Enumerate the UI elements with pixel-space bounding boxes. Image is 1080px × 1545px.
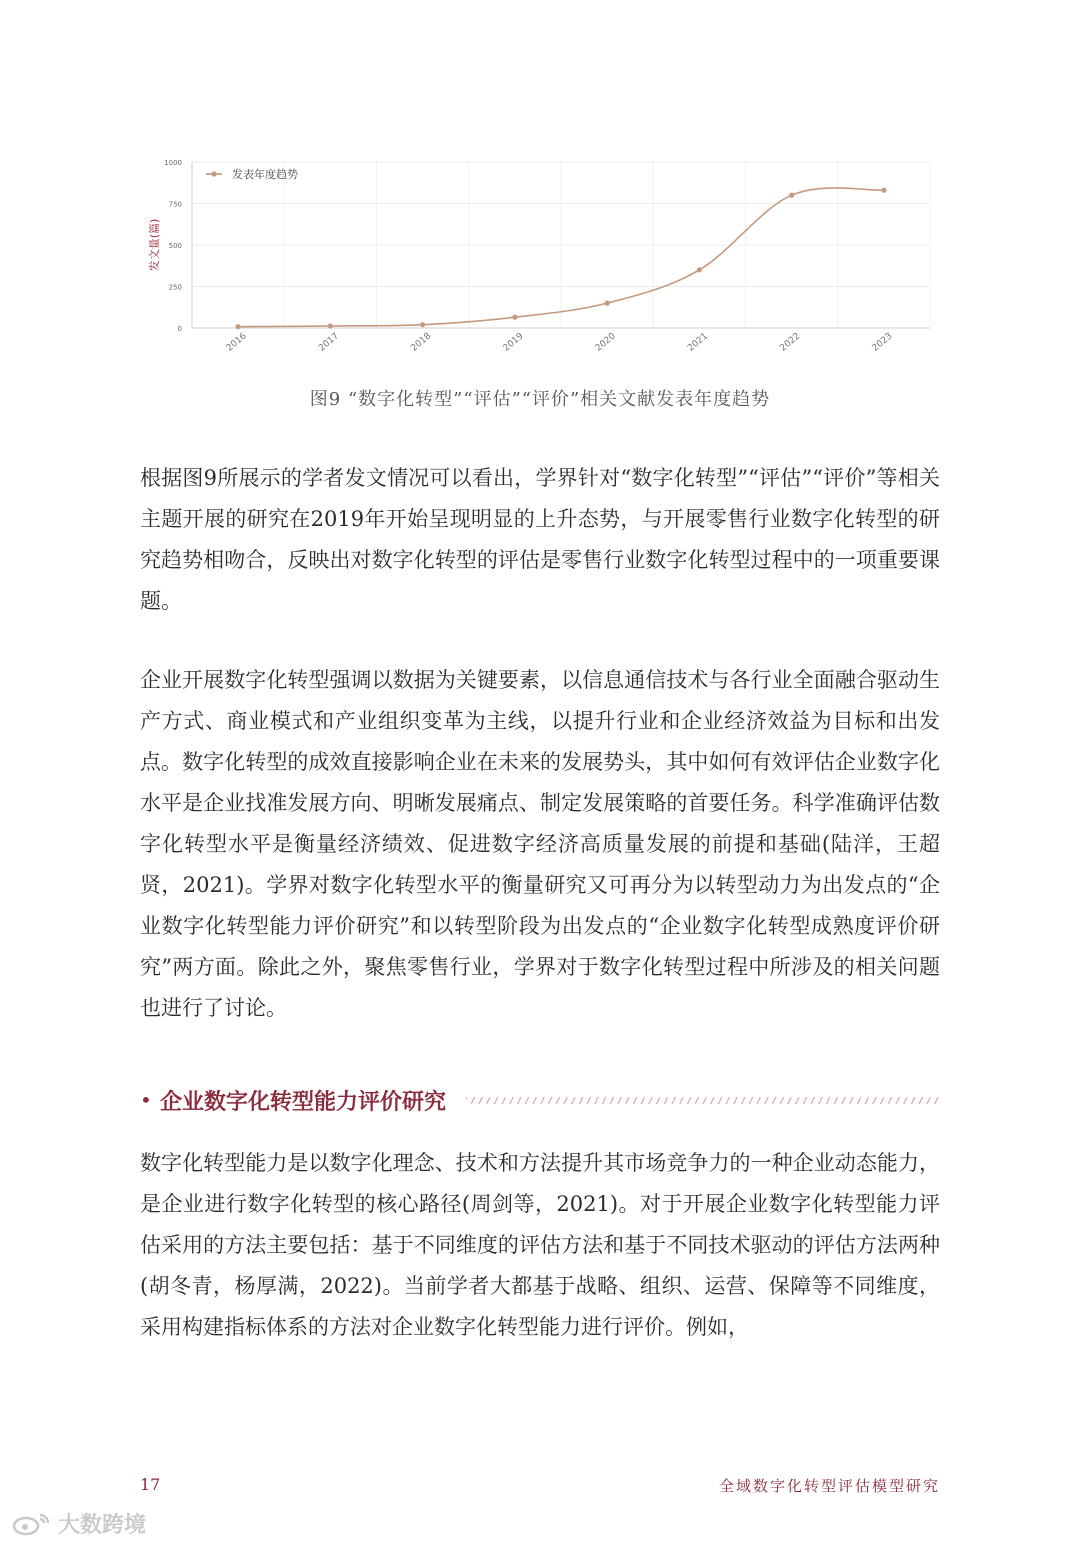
- data-point: [789, 193, 794, 198]
- legend-marker: [211, 171, 216, 176]
- x-tick-label: 2017: [317, 331, 342, 354]
- x-tick-label: 2018: [409, 331, 434, 354]
- data-point: [881, 188, 886, 193]
- data-point: [605, 301, 610, 306]
- data-point: [328, 323, 333, 328]
- x-tick-label: 2020: [593, 331, 618, 354]
- y-tick-label: 1000: [164, 159, 182, 167]
- data-point: [697, 267, 702, 272]
- paragraph-1: 根据图9所展示的学者发文情况可以看出，学界针对“数字化转型”“评估”“评价”等相关主题开展的研究在2019年开始呈现明显的上升态势，与开展零售行业数字化转型的研究趋势相吻合，反映出对数字化转型的评估是零售行业数字化转型过程中的一项重要课题。: [140, 466, 940, 613]
- watermark-text: 大数跨境: [58, 1513, 147, 1538]
- y-tick-label: 250: [168, 283, 182, 292]
- figure-9-chart: [140, 150, 940, 380]
- paragraph-2: 企业开展数字化转型强调以数据为关键要素，以信息通信技术与各行业全面融合驱动生产方式、商业模式和产业组织变革为主线，以提升行业和企业经济效益为目标和出发点。数字化转型的成效直接影响企业在未来的发展势头，其中如何有效评估企业数字化水平是企业找准发展方向、明晰发展痛点、制定发展策略的首要任务。科学准确评估数字化转型水平是衡量经济绩效、促进数字经济高质量发展的前提和基础(陆洋，王超贤，2021)。学界对数字化转型水平的衡量研究又可再分为以转型动力为出发点的“企业数字化转型能力评价研究”和以转型阶段为出发点的“企业数字化转型成熟度评价研究”两方面。除此之外，聚焦零售行业，学界对于数字化转型过程中所涉及的相关问题也进行了讨论。: [140, 668, 940, 1020]
- paragraph-3: 数字化转型能力是以数字化理念、技术和方法提升其市场竞争力的一种企业动态能力，是企业进行数字化转型的核心路径(周剑等，2021)。对于开展企业数字化转型能力评估采用的方法主要包括：基于不同维度的评估方法和基于不同技术驱动的评估方法两种(胡冬青，杨厚满，2022)。当前学者大都基于战略、组织、运营、保障等不同维度，采用构建指标体系的方法对企业数字化转型能力进行评价。例如，: [140, 1151, 940, 1339]
- x-tick-label: 2023: [870, 331, 895, 354]
- legend-label: 发表年度趋势: [232, 168, 298, 181]
- data-point: [512, 315, 517, 320]
- data-point: [236, 324, 241, 329]
- x-tick-label: 2022: [778, 331, 803, 354]
- y-axis-label: 发文量(篇): [148, 218, 161, 272]
- watermark: [12, 1508, 146, 1539]
- decorative-hatch-divider: [466, 1097, 940, 1104]
- data-point: [420, 322, 425, 327]
- figure-caption: 图9 “数字化转型”“评估”“评价”相关文献发表年度趋势: [309, 389, 771, 410]
- x-tick-label: 2021: [686, 331, 711, 354]
- report-title: 全域数字化转型评估模型研究: [718, 1477, 940, 1495]
- bullet-icon: •: [140, 1088, 152, 1112]
- y-tick-label: 0: [177, 325, 182, 333]
- y-tick-label: 500: [168, 242, 182, 250]
- x-tick-label: 2016: [224, 331, 249, 354]
- x-tick-label: 2019: [501, 331, 526, 354]
- section-heading: [140, 1080, 940, 1120]
- page-number: 17: [140, 1475, 161, 1494]
- section-title: 企业数字化转型能力评价研究: [160, 1088, 447, 1115]
- line-chart: [140, 150, 940, 380]
- weibo-logo-icon: [12, 1511, 52, 1537]
- y-tick-label: 750: [168, 200, 182, 209]
- chart-svg: [140, 150, 940, 380]
